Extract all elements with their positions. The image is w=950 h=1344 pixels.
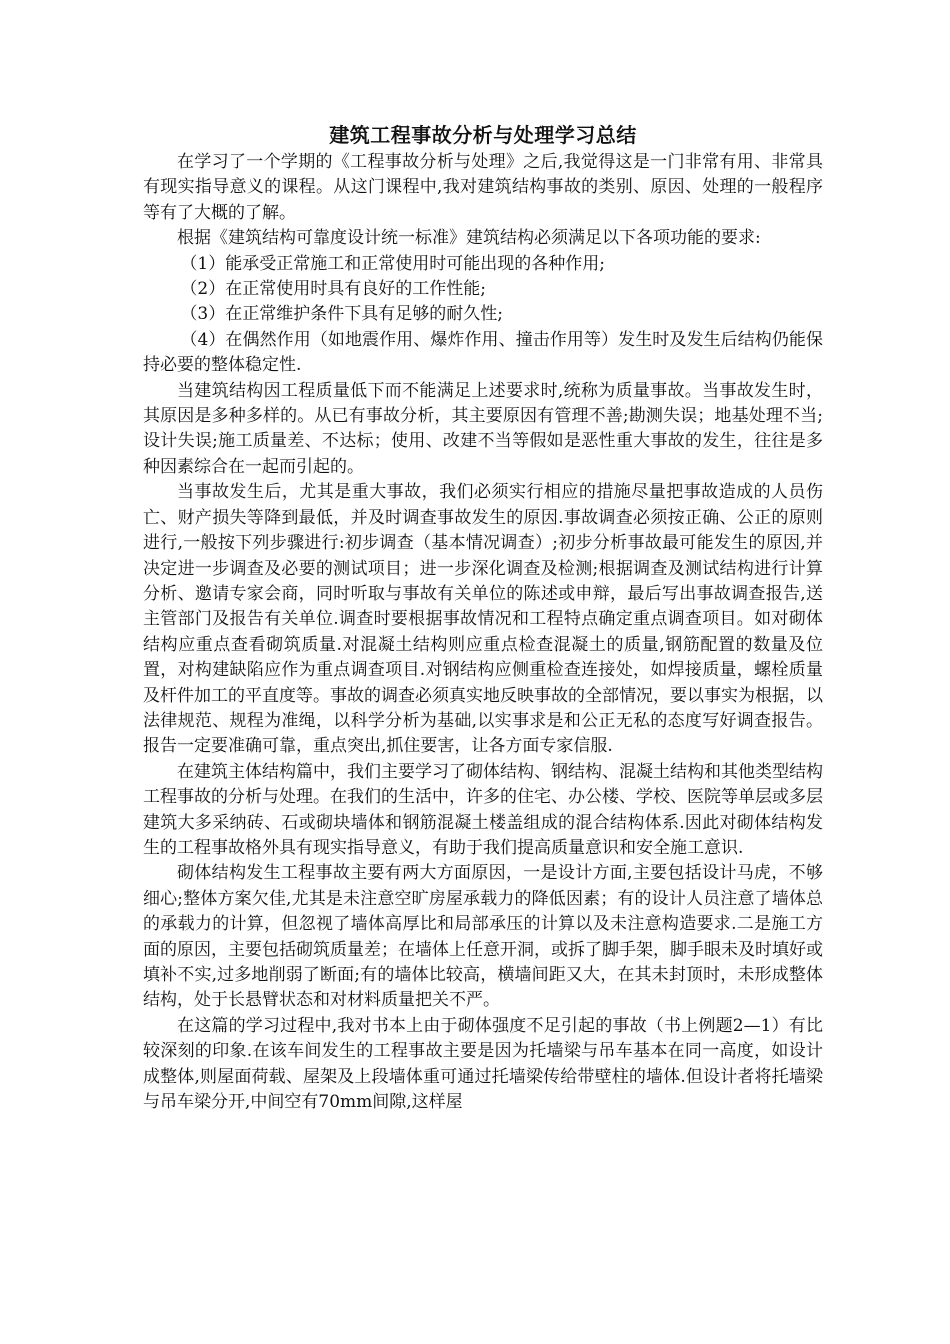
paragraph-masonry-causes: 砌体结构发生工程事故主要有两大方面原因，一是设计方面,主要包括设计马虎，不够细心;整体方案欠佳,尤其是未注意空旷房屋承载力的降低因素；有的设计人员注意了墙体总的承载力的计算，但忽视了墙体高厚比和局部承压的计算以及未注意构造要求.二是施工方面的原因，主要包括砌筑质量差；在墙体上任意开洞，或拆了脚手架，脚手眼未及时填好或填补不实,过多地削弱了断面;有的墙体比较高，横墙间距又大，在其未封顶时，未形成整体结构，处于长悬臂状态和对材料质量把关不严。 xyxy=(143,863,823,1011)
requirement-item-2: （2）在正常使用时具有良好的工作性能; xyxy=(180,279,486,300)
paragraph-example: 在这篇的学习过程中,我对书本上由于砌体强度不足引起的事故（书上例题2—1）有比较深刻的印象.在该车间发生的工程事故主要是因为托墙梁与吊车基本在同一高度，如设计成整体,则屋面荷载、屋架及上段墙体重可通过托墙梁传给带壁柱的墙体.但设计者将托墙梁与吊车梁分开,中间空有70mm间隙,这样屋 xyxy=(143,1015,823,1113)
paragraph-intro: 在学习了一个学期的《工程事故分析与处理》之后,我觉得这是一门非常有用、非常具有现实指导意义的课程。从这门课程中,我对建筑结构事故的类别、原因、处理的一般程序等有了大概的了解。 xyxy=(143,152,823,223)
requirement-item-1: （1）能承受正常施工和正常使用时可能出现的各种作用; xyxy=(180,253,605,274)
document-page xyxy=(143,118,823,1115)
paragraph-investigation: 当事故发生后，尤其是重大事故，我们必须实行相应的措施尽量把事故造成的人员伤亡、财产损失等降到最低，并及时调查事故发生的原因.事故调查必须按正确、公正的原则进行,一般按下列步骤进行:初步调查（基本情况调查）;初步分析事故最可能发生的原因,并决定进一步调查及必要的测试项目；进一步深化调查及检测;根据调查及测试结构进行计算分析、邀请专家会商，同时听取与事故有关单位的陈述或申辩，最后写出事故调查报告,送主管部门及报告有关单位.调查时要根据事故情况和工程特点确定重点调查项目。如对砌体结构应重点查看砌筑质量.对混凝土结构则应重点检查混凝土的质量,钢筋配置的数量及位置，对构建缺陷应作为重点调查项目.对钢结构应侧重检查连接处，如焊接质量，螺栓质量及杆件加工的平直度等。事故的调查必须真实地反映事故的全部情况，要以事实为根据，以法律规范、规程为准绳，以科学分析为基础,以实事求是和公正无私的态度写好调查报告。报告一定要准确可靠，重点突出,抓住要害，让各方面专家信服. xyxy=(143,482,823,757)
paragraph-main-structure: 在建筑主体结构篇中，我们主要学习了砌体结构、钢结构、混凝土结构和其他类型结构工程事故的分析与处理。在我们的生活中，许多的住宅、办公楼、学校、医院等单层或多层建筑大多采纳砖、石或砌块墙体和钢筋混凝土楼盖组成的混合结构体系.因此对砌体结构发生的工程事故格外具有现实指导意义，有助于我们提高质量意识和安全施工意识. xyxy=(143,761,823,858)
document-title: 建筑工程事故分析与处理学习总结 xyxy=(329,123,637,147)
requirement-item-3: （3）在正常维护条件下具有足够的耐久性; xyxy=(180,304,503,325)
paragraph-requirements: 根据《建筑结构可靠度设计统一标准》建筑结构必须满足以下各项功能的要求: xyxy=(177,228,761,249)
requirement-item-4: （4）在偶然作用（如地震作用、爆炸作用、撞击作用等）发生时及发生后结构仍能保持必要的整体稳定性. xyxy=(143,329,823,376)
paragraph-quality-accident: 当建筑结构因工程质量低下而不能满足上述要求时,统称为质量事故。当事故发生时，其原因是多种多样的。从已有事故分析，其主要原因有管理不善;勘测失误；地基处理不当;设计失误;施工质量差、不达标；使用、改建不当等假如是恶性重大事故的发生，往往是多种因素综合在一起而引起的。 xyxy=(143,380,823,477)
